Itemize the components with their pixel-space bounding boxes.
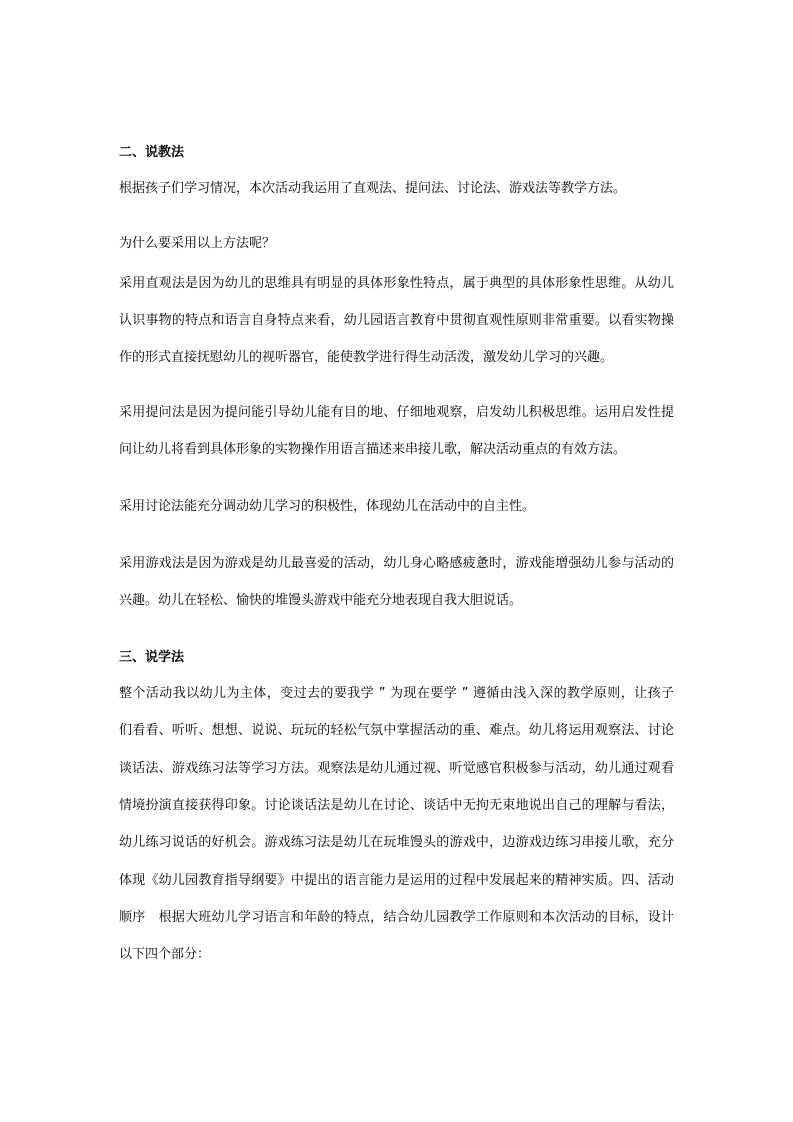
learning-methods-line-7: 顺序 根据大班幼儿学习语言和年龄的特点，结合幼儿园教学工作原则和本次活动的目标，设计 [119,910,674,925]
learning-methods-line-6: 体现《幼儿园教育指导纲要》中提出的语言能力是运用的过程中发展起来的精神实质。四、活动 [119,873,674,888]
discussion-method-paragraph: 采用讨论法能充分调动幼儿学习的积极性，体现幼儿在活动中的自主性。 [119,499,536,514]
learning-methods-line-3: 谈话法、游戏练习法等学习方法。观察法是幼儿通过视、听觉感官积极参与活动，幼儿通过观看 [119,761,674,776]
section-heading-learning-methods: 三、说学法 [119,650,185,665]
methods-question: 为什么要采用以上方法呢？ [119,236,276,251]
teaching-methods-intro: 根据孩子们学习情况，本次活动我运用了直观法、提问法、讨论法、游戏法等教学方法。 [119,181,627,196]
direct-method-line-3: 作的形式直接抚慰幼儿的视听器官，能使教学进行得生动活泼，激发幼儿学习的兴趣。 [119,350,614,365]
section-heading-teaching-methods: 二、说教法 [119,145,185,160]
learning-methods-line-1: 整个活动我以幼儿为主体，变过去的要我学 ” 为现在要学 ” 遵循由浅入深的教学原则，让孩子 [119,686,674,701]
learning-methods-line-4: 情境扮演直接获得印象。讨论谈话法是幼儿在讨论、谈话中无拘无束地说出自己的理解与看法， [119,798,674,813]
learning-methods-line-8: 以下四个部分： [119,947,211,962]
question-method-line-1: 采用提问法是因为提问能引导幼儿能有目的地、仔细地观察，启发幼儿积极思维。运用启发性提 [119,405,674,420]
learning-methods-line-5: 幼儿练习说话的好机会。游戏练习法是幼儿在玩堆馒头的游戏中，边游戏边练习串接儿歌，充分 [119,835,674,850]
game-method-line-2: 兴趣。幼儿在轻松、愉快的堆馒头游戏中能充分地表现自我大胆说话。 [119,593,523,608]
game-method-line-1: 采用游戏法是因为游戏是幼儿最喜爱的活动，幼儿身心略感疲惫时，游戏能增强幼儿参与活动的 [119,556,674,571]
direct-method-line-2: 认识事物的特点和语言自身特点来看，幼儿园语言教育中贯彻直观性原则非常重要。以看实物操 [119,313,674,328]
learning-methods-line-2: 们看看、听听、想想、说说、玩玩的轻松气氛中掌握活动的重、难点。幼儿将运用观察法、讨论 [119,723,674,738]
direct-method-line-1: 采用直观法是因为幼儿的思维具有明显的具体形象性特点，属于典型的具体形象性思维。从幼儿 [119,276,674,291]
question-method-line-2: 问让幼儿将看到具体形象的实物操作用语言描述来串接儿歌，解决活动重点的有效方法。 [119,442,627,457]
